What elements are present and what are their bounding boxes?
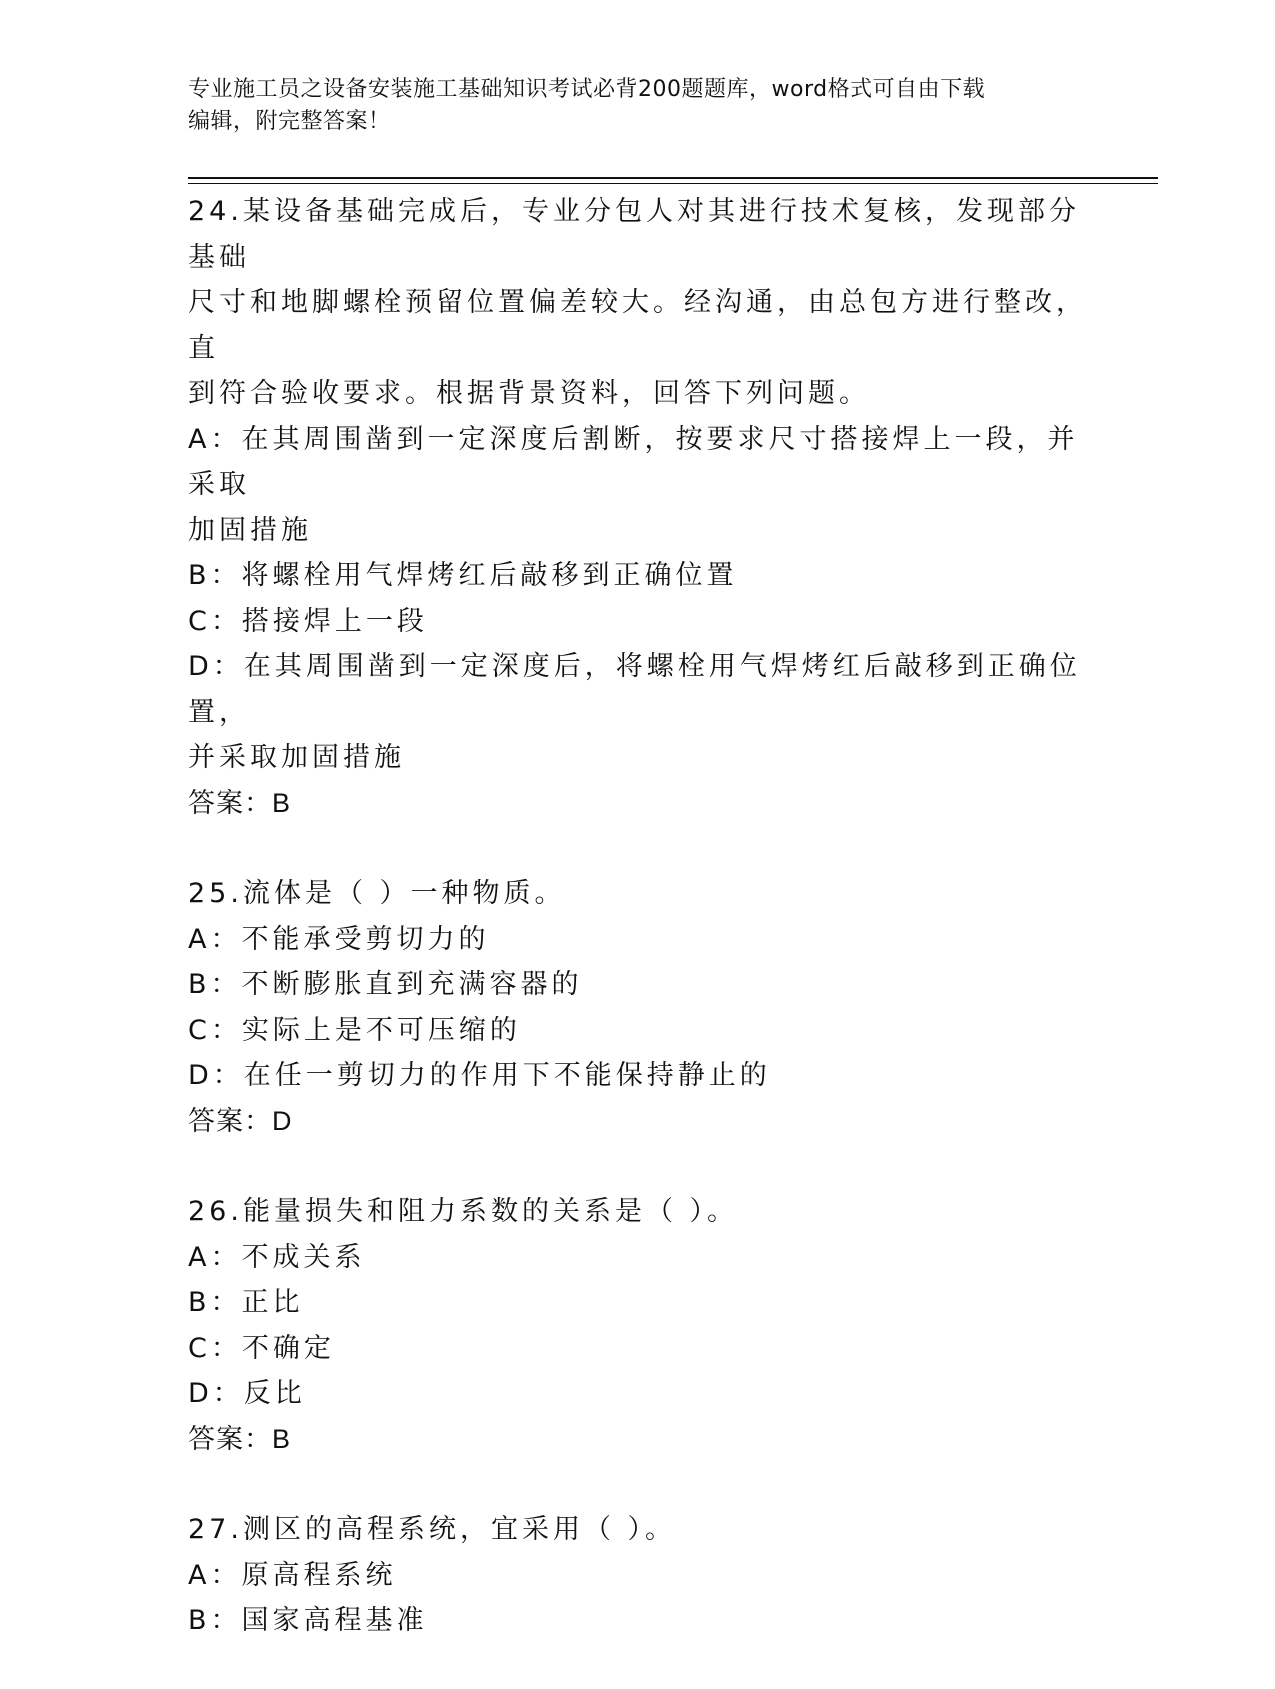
question-24 — [188, 189, 1088, 826]
option-a-continued: 加固措施 — [188, 514, 312, 546]
answer-label: 答案：D — [188, 1105, 293, 1136]
header-divider-thin — [188, 183, 1158, 184]
question-26 — [188, 1189, 1088, 1462]
question-text-line: 27.测区的高程系统，宜采用（ ）。 — [188, 1514, 677, 1545]
question-text-line: 25.流体是（ ）一种物质。 — [188, 878, 566, 909]
option-c: C：实际上是不可压缩的 — [188, 1014, 521, 1046]
answer-label: 答案：B — [188, 1423, 292, 1454]
question-text-line: 24.某设备基础完成后，专业分包人对其进行技术复核，发现部分基础 — [188, 196, 1080, 273]
option-d: D：反比 — [188, 1378, 306, 1409]
option-d-continued: 并采取加固措施 — [188, 742, 405, 773]
answer-label: 答案：B — [188, 787, 292, 818]
question-25 — [188, 871, 1088, 1144]
option-d: D：在其周围凿到一定深度后，将螺栓用气焊烤红后敲移到正确位置， — [188, 651, 1081, 728]
option-a: A：原高程系统 — [188, 1559, 397, 1591]
document-header — [188, 74, 1088, 138]
question-text-line: 26.能量损失和阻力系数的关系是（ ）。 — [188, 1196, 739, 1227]
option-a: A：在其周围凿到一定深度后割断，按要求尺寸搭接焊上一段，并采取 — [188, 423, 1079, 500]
option-a: A：不能承受剪切力的 — [188, 923, 490, 955]
option-b: B：将螺栓用气焊烤红后敲移到正确位置 — [188, 560, 738, 591]
option-d: D：在任一剪切力的作用下不能保持静止的 — [188, 1060, 771, 1091]
question-list — [188, 189, 1088, 1689]
option-b: B：不断膨胀直到充满容器的 — [188, 969, 583, 1000]
option-b: B：正比 — [188, 1287, 304, 1318]
question-27 — [188, 1507, 1088, 1644]
option-a: A：不成关系 — [188, 1241, 366, 1273]
header-divider-thick — [188, 177, 1158, 179]
header-line-1: 专业施工员之设备安装施工基础知识考试必背200题题库，word格式可自由下载 — [188, 77, 986, 102]
header-line-2: 编辑，附完整答案！ — [188, 109, 391, 134]
question-text-line: 尺寸和地脚螺栓预留位置偏差较大。经沟通，由总包方进行整改，直 — [188, 287, 1087, 364]
option-c: C：搭接焊上一段 — [188, 605, 428, 637]
option-c: C：不确定 — [188, 1332, 335, 1364]
option-b: B：国家高程基准 — [188, 1605, 428, 1636]
question-text-line: 到符合验收要求。根据背景资料，回答下列问题。 — [188, 378, 870, 409]
